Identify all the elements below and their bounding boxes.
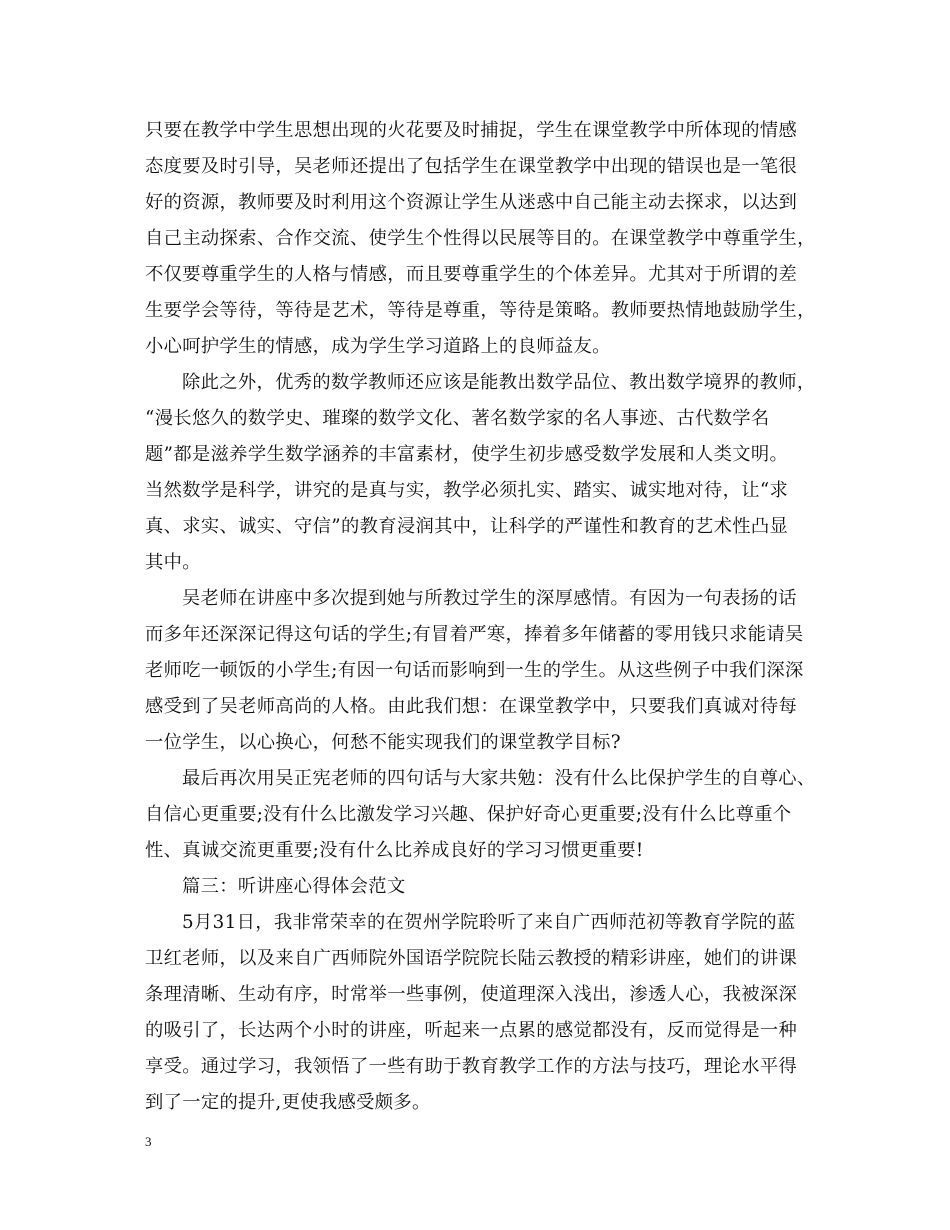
text-line: 性、真诚交流更重要;没有什么比养成良好的学习习惯更重要! (145, 840, 644, 861)
body-text (145, 113, 825, 1121)
text-line: 5月31日，我非常荣幸的在贺州学院聆听了来自广西师范初等教育学院的蓝 (182, 912, 796, 933)
page-number: 3 (145, 1134, 152, 1149)
text-line: “漫长悠久的数学史、璀璨的数学文化、著名数学家的名人事迹、古代数学名 (145, 408, 770, 429)
text-line: 只要在教学中学生思想出现的火花要及时捕捉，学生在课堂教学中所体现的情感 (145, 120, 798, 141)
text-line: 篇三：听讲座心得体会范文 (182, 876, 406, 897)
text-line: 感受到了吴老师高尚的人格。由此我们想：在课堂教学中，只要我们真诚对待每 (145, 696, 798, 717)
text-line: 当然数学是科学，讲究的是真与实，教学必须扎实、踏实、诚实地对待，让“求 (145, 480, 789, 501)
text-line: 其中。 (145, 552, 201, 573)
text-line: 真、求实、诚实、守信”的教育浸润其中，让科学的严谨性和教育的艺术性凸显 (145, 516, 789, 537)
text-line: 自己主动探索、合作交流、使学生个性得以民展等目的。在课堂教学中尊重学生， (145, 228, 816, 249)
text-line: 到了一定的提升,更使我感受颇多。 (145, 1092, 431, 1113)
text-line: 吴老师在讲座中多次提到她与所教过学生的深厚感情。有因为一句表扬的话 (182, 588, 797, 609)
text-line: 老师吃一顿饭的小学生;有因一句话而影响到一生的学生。从这些例子中我们深深 (145, 660, 804, 681)
text-line: 除此之外，优秀的数学教师还应该是能教出数学品位、教出数学境界的教师， (182, 372, 816, 393)
text-line: 好的资源，教师要及时利用这个资源让学生从迷惑中自己能主动去探求，以达到 (145, 192, 798, 213)
text-line: 题”都是滋养学生数学涵养的丰富素材，使学生初步感受数学发展和人类文明。 (145, 444, 789, 465)
text-line: 享受。通过学习，我领悟了一些有助于教育教学工作的方法与技巧，理论水平得 (145, 1056, 798, 1077)
text-line: 不仅要尊重学生的人格与情感，而且要尊重学生的个体差异。尤其对于所谓的差 (145, 264, 798, 285)
text-line: 小心呵护学生的情感，成为学生学习道路上的良师益友。 (145, 336, 611, 357)
text-line: 自信心更重要;没有什么比激发学习兴趣、保护好奇心更重要;没有什么比尊重个 (145, 804, 792, 825)
text-line: 条理清晰、生动有序，时常举一些事例，使道理深入浅出，渗透人心，我被深深 (145, 984, 798, 1005)
text-line: 的吸引了，长达两个小时的讲座，听起来一点累的感觉都没有，反而觉得是一种 (145, 1020, 798, 1041)
text-line: 最后再次用吴正宪老师的四句话与大家共勉：没有什么比保护学生的自尊心、 (182, 768, 816, 789)
text-line: 态度要及时引导，吴老师还提出了包括学生在课堂教学中出现的错误也是一笔很 (145, 156, 798, 177)
text-line: 生要学会等待，等待是艺术，等待是尊重，等待是策略。教师要热情地鼓励学生， (145, 300, 816, 321)
text-line: 卫红老师，以及来自广西师院外国语学院院长陆云教授的精彩讲座，她们的讲课 (145, 948, 798, 969)
text-line: 而多年还深深记得这句话的学生;有冒着严寒，捧着多年储蓄的零用钱只求能请吴 (145, 624, 804, 645)
text-line: 一位学生，以心换心，何愁不能实现我们的课堂教学目标? (145, 732, 621, 753)
